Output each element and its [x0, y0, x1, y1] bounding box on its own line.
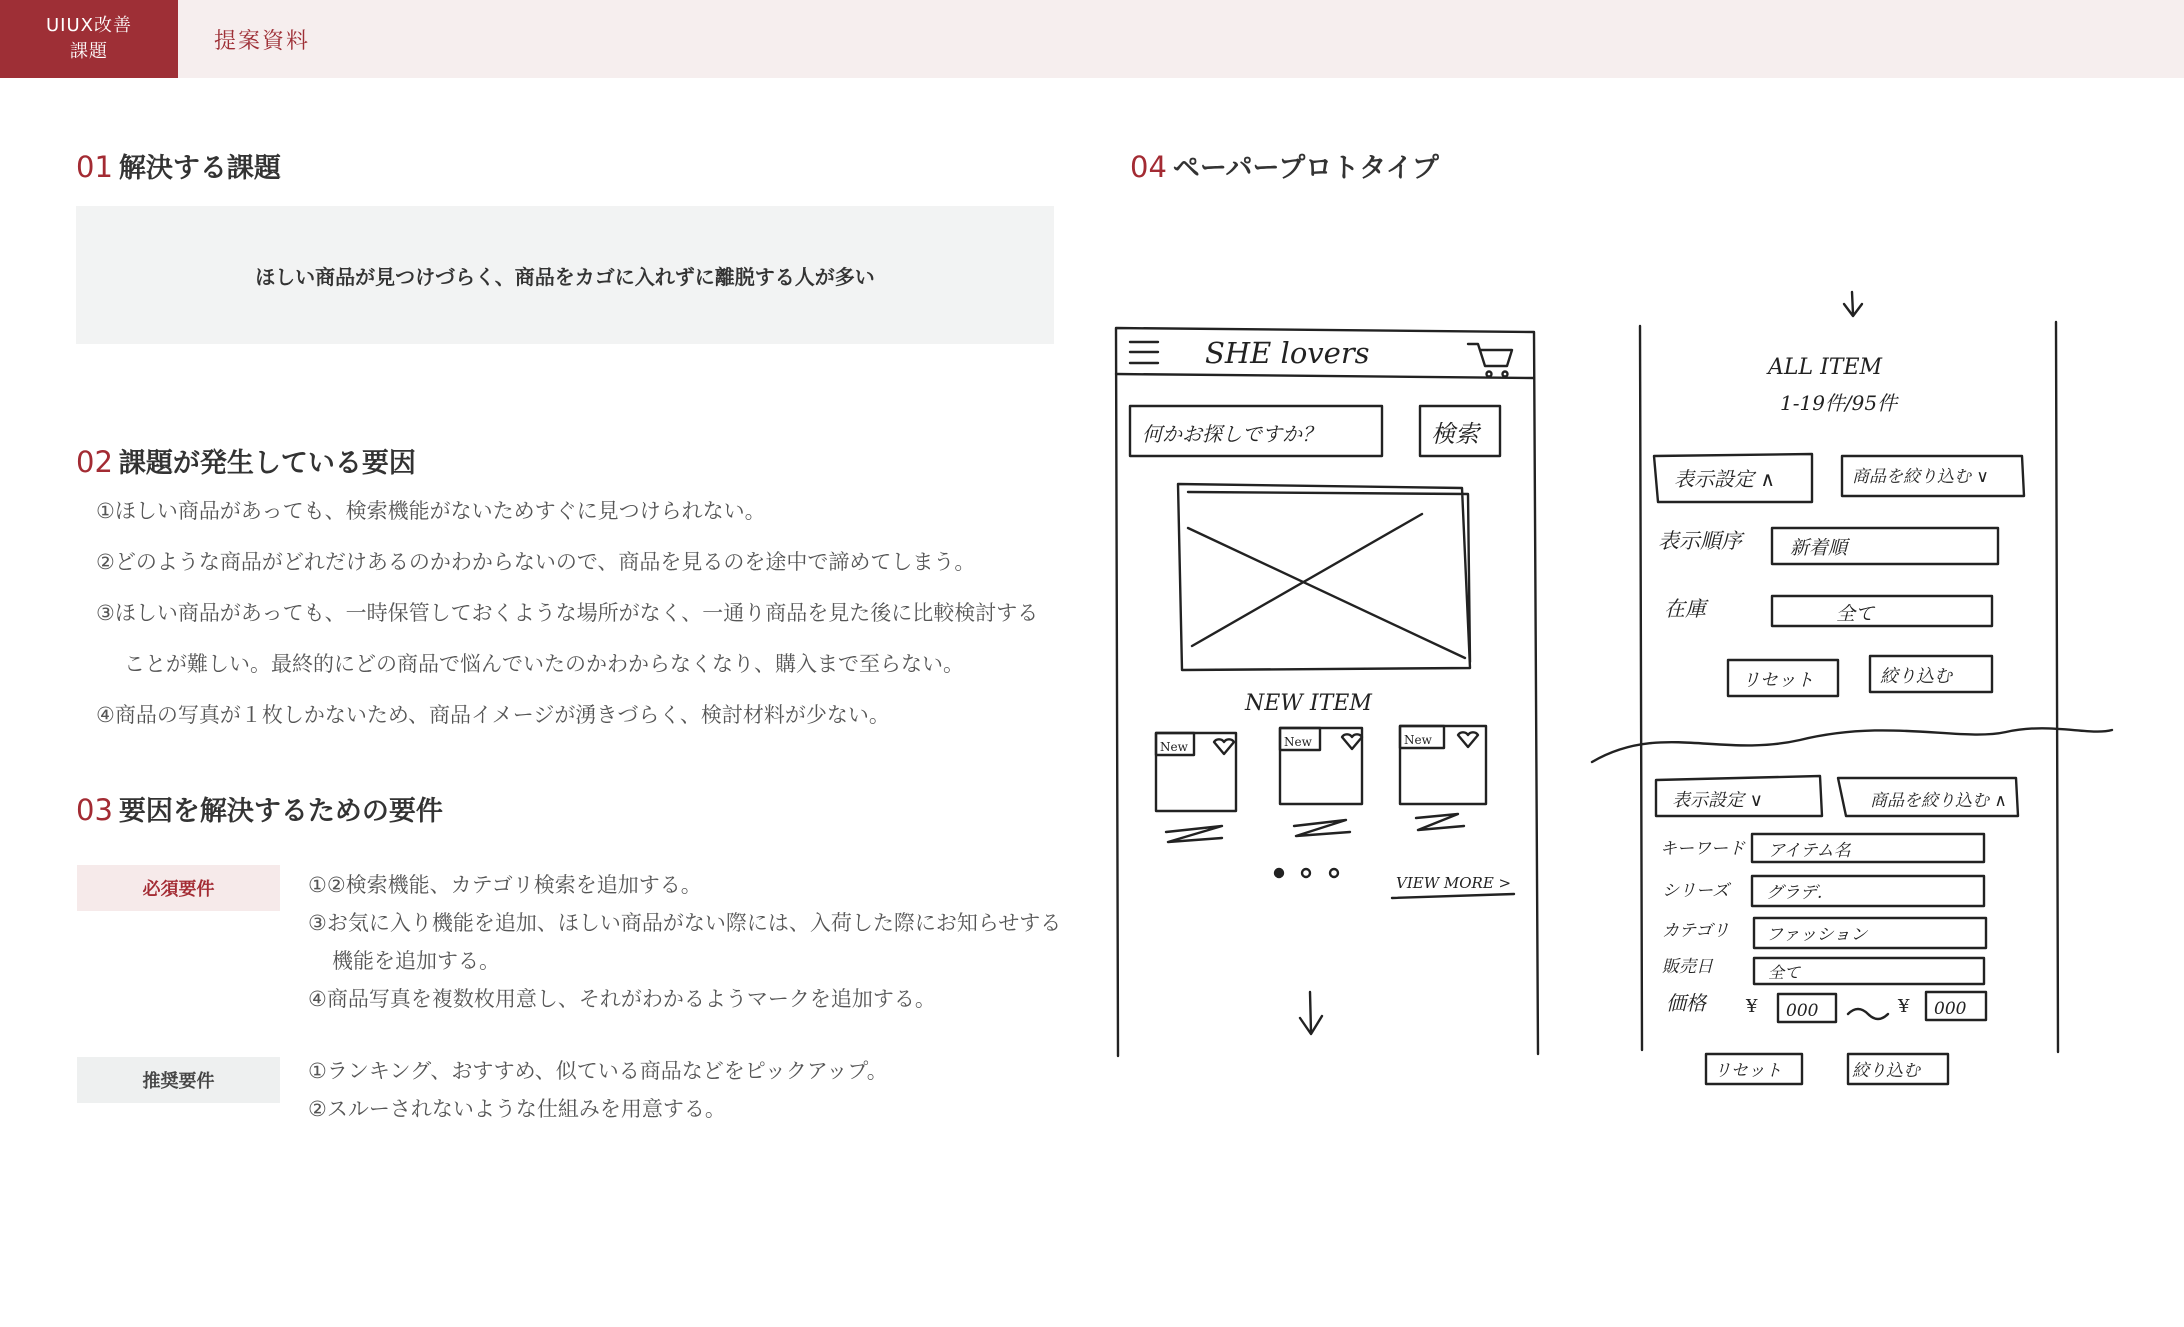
problem-statement-box — [76, 206, 1054, 344]
cause-list — [96, 486, 1056, 741]
cause-item: ②どのような商品がどれだけあるのかわからないので、商品を見るのを途中で諦めてしまう。 — [96, 550, 976, 574]
section-heading: 解決する課題 — [118, 153, 281, 184]
arrow-down-icon — [1300, 992, 1322, 1034]
sketch-all-item-title: ALL ITEM — [1768, 355, 1883, 380]
paper-prototype-sketch — [1100, 270, 2170, 1090]
sketch-new-item-heading: NEW ITEM — [1245, 691, 1372, 716]
arrow-down-icon — [1844, 292, 1862, 316]
cause-item: ①ほしい商品があっても、検索機能がないためすぐに見つけられない。 — [96, 499, 766, 523]
brand-line-1: UIUX改善 — [46, 15, 132, 36]
section-heading: ペーパープロトタイプ — [1172, 153, 1439, 184]
sketch-tab-label: 表示設定 ∨ — [1672, 790, 1763, 811]
svg-text:New: New — [1284, 735, 1312, 749]
required-item: ④商品写真を複数枚用意し、それがわかるようマークを追加する。 — [308, 987, 936, 1011]
sketch-phone-filter — [1592, 292, 2112, 1084]
sketch-field-label: シリーズ — [1662, 881, 1730, 901]
breadcrumb: 提案資料 — [214, 29, 311, 54]
hamburger-icon — [1130, 342, 1158, 363]
sketch-tab-label: 商品を絞り込む ∧ — [1870, 791, 2007, 811]
required-item: ①②検索機能、カテゴリ検索を追加する。 — [308, 873, 702, 897]
sketch-select-value: 新着順 — [1790, 537, 1848, 559]
sketch-search-placeholder: 何かお探しですか？ — [1142, 422, 1322, 446]
sketch-item-count: 1-19件/95件 — [1780, 391, 1898, 415]
sketch-field-label: キーワード — [1660, 839, 1745, 859]
section-number: 02 — [76, 445, 113, 479]
sketch-field-label: 価格 — [1666, 991, 1706, 1015]
recommended-list — [308, 1052, 1068, 1128]
section-heading: 課題が発生している要因 — [118, 448, 416, 479]
sketch-tab-label: 表示設定 ∧ — [1674, 467, 1775, 491]
sketch-select — [1772, 596, 1992, 626]
sketch-button-label: リセット — [1742, 670, 1814, 691]
section-01-title — [76, 146, 281, 185]
sketch-field-label: 在庫 — [1664, 597, 1706, 621]
yen-icon: ¥ — [1746, 996, 1758, 1017]
sketch-input-value: 000 — [1786, 1001, 1819, 1021]
sketch-field-label: 販売日 — [1662, 957, 1713, 977]
sketch-product-card — [1156, 733, 1236, 842]
svg-text:New: New — [1160, 740, 1188, 754]
recommended-badge: 推奨要件 — [77, 1057, 280, 1103]
tilde-icon — [1848, 1009, 1888, 1019]
required-list — [308, 866, 1068, 1018]
sketch-hero-image-placeholder — [1178, 484, 1470, 670]
recommended-item: ②スルーされないような仕組みを用意する。 — [308, 1097, 726, 1121]
top-bar — [0, 0, 2184, 78]
cart-icon — [1468, 344, 1512, 377]
sketch-select-value: ファッション — [1766, 925, 1868, 945]
sketch-product-card — [1400, 726, 1486, 830]
sketch-search-button-label: 検索 — [1431, 420, 1479, 448]
sketch-input-value: アイテム名 — [1768, 841, 1851, 861]
section-heading: 要因を解決するための要件 — [118, 796, 443, 827]
sketch-phone-home — [1116, 328, 1538, 1056]
sketch-select-value: グラデ. — [1766, 883, 1823, 903]
cause-item: ④商品の写真が１枚しかないため、商品イメージが湧きづらく、検討材料が少ない。 — [96, 703, 890, 727]
section-04-title — [1130, 146, 1439, 185]
section-number: 03 — [76, 793, 113, 827]
yen-icon: ¥ — [1898, 996, 1910, 1017]
section-03-title — [76, 789, 443, 828]
sketch-input-value: 000 — [1934, 999, 1967, 1019]
svg-text:New: New — [1404, 733, 1432, 747]
brand-line-2: 課題 — [70, 41, 108, 62]
sketch-button-label: リセット — [1714, 1061, 1782, 1081]
problem-statement: ほしい商品が見つけづらく、商品をカゴに入れずに離脱する人が多い — [255, 264, 875, 289]
sketch-select-value: 全て — [1768, 963, 1801, 982]
sketch-product-card — [1280, 728, 1362, 836]
sketch-break-line — [1592, 728, 2112, 762]
brand-block — [0, 0, 178, 78]
cause-item: ③ほしい商品があっても、一時保管しておくような場所がなく、一通り商品を見た後に比較検討することが難しい。最終的にどの商品で悩んでいたのかわからなくなり、購入まで至らない。 — [96, 601, 1039, 676]
section-02-title — [76, 441, 416, 480]
sketch-select-value: 全て — [1836, 603, 1875, 625]
recommended-item: ①ランキング、おすすめ、似ている商品などをピックアップ。 — [308, 1059, 888, 1083]
sketch-logo: SHE lovers — [1205, 336, 1370, 370]
sketch-button-label: 絞り込む — [1852, 1061, 1920, 1081]
sketch-button-label: 絞り込む — [1880, 666, 1952, 687]
sketch-field-label: カテゴリ — [1662, 921, 1730, 941]
section-number: 01 — [76, 150, 113, 184]
section-number: 04 — [1130, 150, 1167, 184]
sketch-tab-label: 商品を絞り込む ∨ — [1852, 467, 1989, 487]
sketch-carousel-dots — [1275, 869, 1338, 877]
required-badge: 必須要件 — [77, 865, 280, 911]
sketch-field-label: 表示順序 — [1658, 529, 1742, 553]
required-item: ③お気に入り機能を追加、ほしい商品がない際には、入荷した際にお知らせする機能を追加する。 — [308, 911, 1062, 973]
sketch-view-more: VIEW MORE > — [1396, 874, 1512, 892]
